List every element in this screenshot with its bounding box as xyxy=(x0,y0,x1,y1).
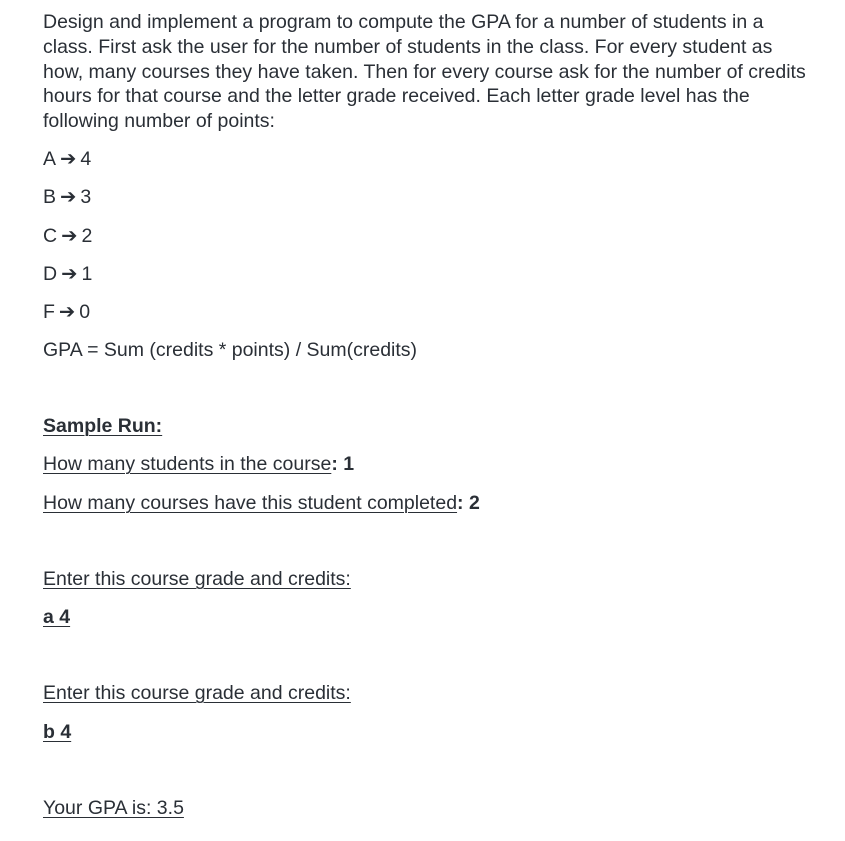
grade-points: 4 xyxy=(80,148,92,170)
students-question-line xyxy=(43,452,354,476)
assignment-body xyxy=(43,9,813,134)
grade-row-a xyxy=(43,147,91,171)
grade-letter: A xyxy=(43,148,57,170)
intro-paragraph: Design and implement a program to compute the GPA for a number of students in a class. First ask the user for the number of students in the class. For every student as how, many courses they have taken. Then for every course ask for the number of credits hours for that course and the letter grade received. Each letter grade level has the following number of points: xyxy=(43,11,806,133)
grade-row-b xyxy=(43,185,91,209)
course-prompt-2: Enter this course grade and credits: xyxy=(43,682,351,704)
grade-row-c xyxy=(43,224,92,248)
course-input-2: b 4 xyxy=(43,721,72,743)
grade-points: 2 xyxy=(81,225,93,247)
arrow-icon: ➔ xyxy=(60,148,77,170)
grade-letter: F xyxy=(43,301,55,323)
arrow-icon: ➔ xyxy=(61,263,78,285)
course-prompt-1: Enter this course grade and credits: xyxy=(43,568,351,590)
grade-row-d xyxy=(43,262,92,286)
grade-points: 0 xyxy=(79,301,91,323)
students-separator: : xyxy=(331,453,344,475)
courses-question-line xyxy=(43,491,480,515)
students-question: How many students in the course xyxy=(43,453,332,475)
grade-letter: B xyxy=(43,186,57,208)
courses-answer: 2 xyxy=(468,492,480,514)
grade-points: 3 xyxy=(80,186,92,208)
sample-run-heading: Sample Run: xyxy=(43,415,163,437)
arrow-icon: ➔ xyxy=(61,225,78,247)
grade-row-f xyxy=(43,300,90,324)
arrow-icon: ➔ xyxy=(58,301,76,323)
arrow-icon: ➔ xyxy=(60,186,77,208)
grade-points: 1 xyxy=(81,263,93,285)
course-input-1: a 4 xyxy=(43,606,71,628)
courses-separator: : xyxy=(457,492,469,514)
students-answer: 1 xyxy=(343,453,355,475)
courses-question: How many courses have this student completed xyxy=(43,492,458,514)
grade-letter: D xyxy=(43,263,58,285)
gpa-formula: GPA = Sum (credits * points) / Sum(credits) xyxy=(43,339,418,361)
gpa-result: Your GPA is: 3.5 xyxy=(43,797,184,819)
grade-letter: C xyxy=(43,225,58,247)
